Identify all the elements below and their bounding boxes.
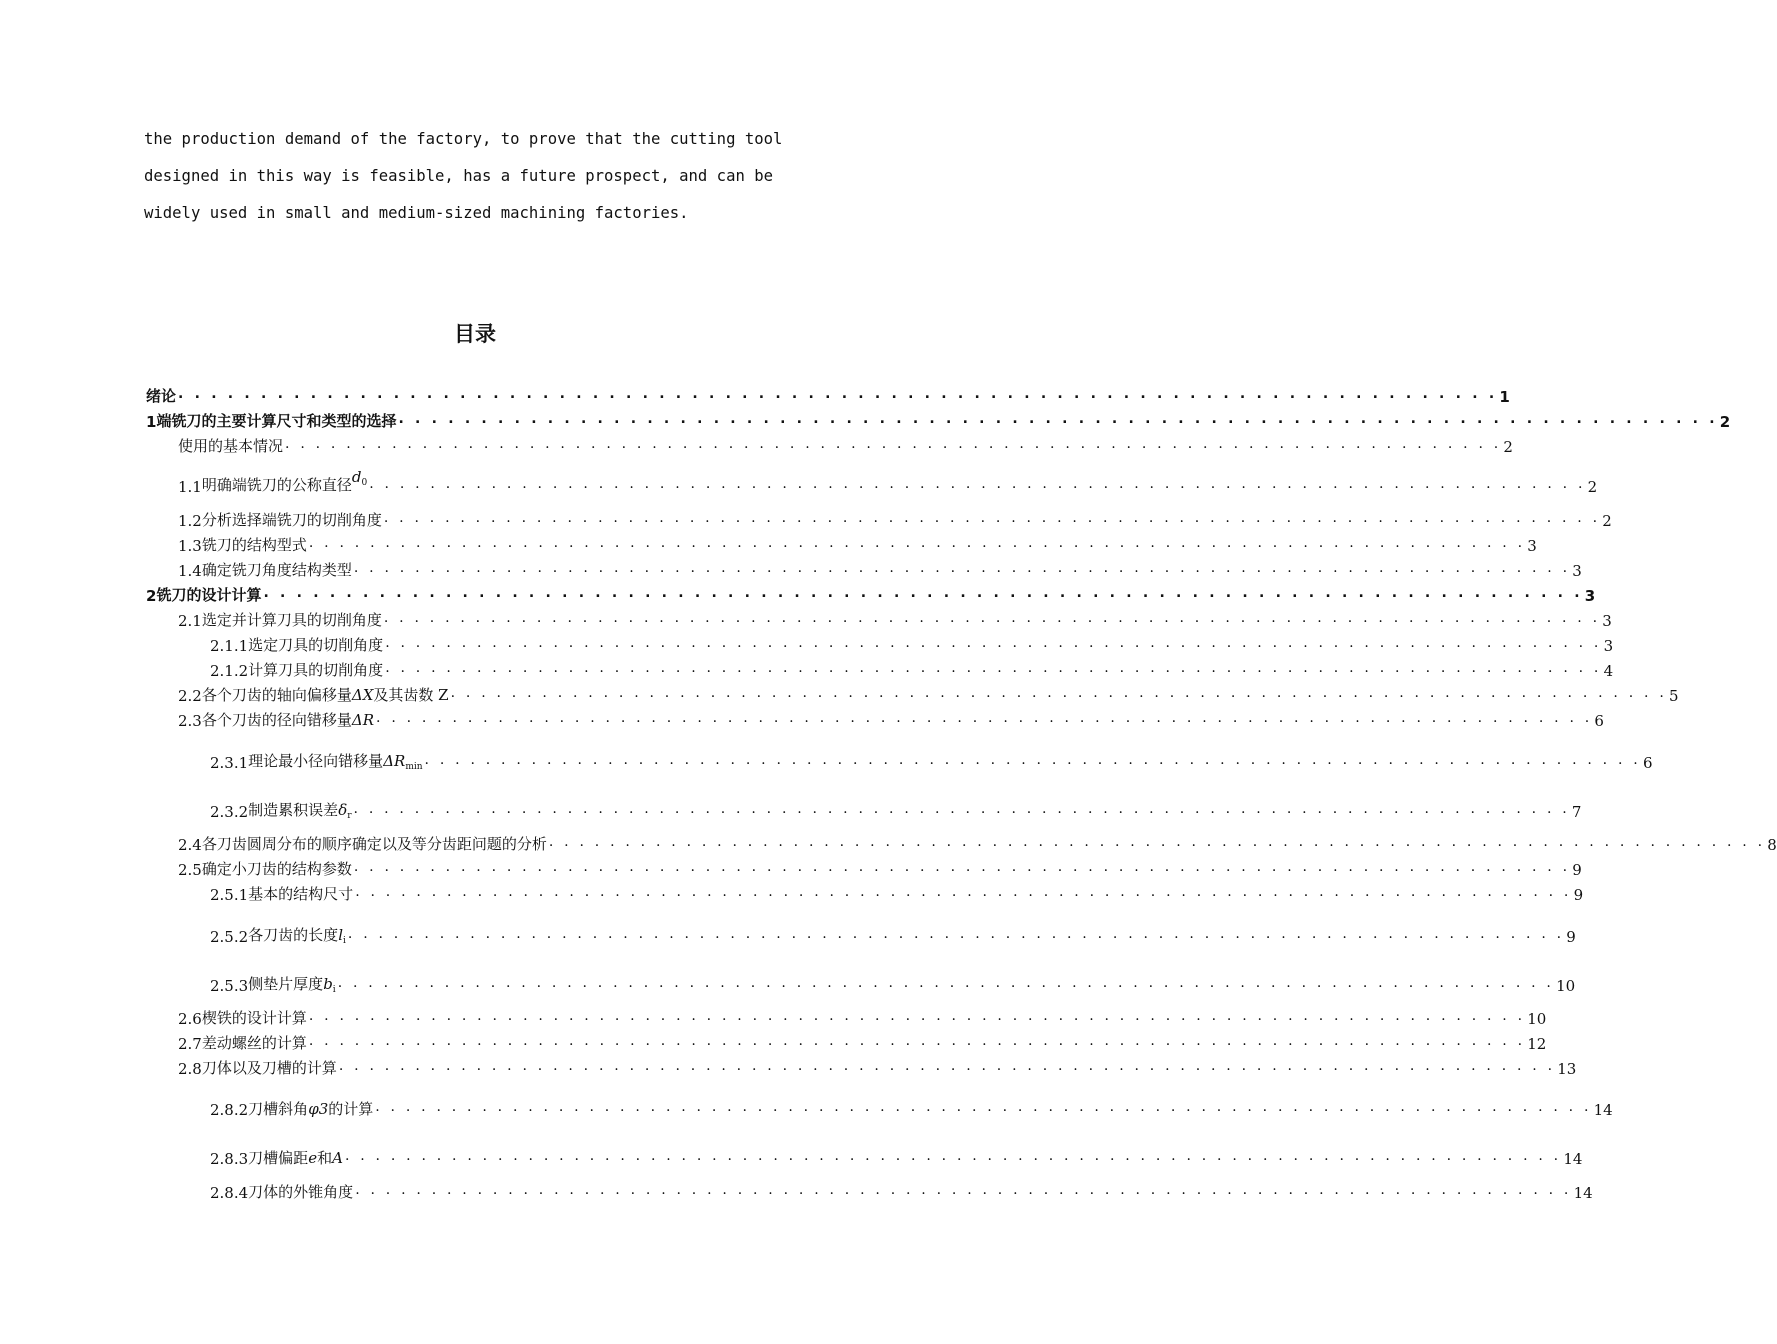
toc-entry-title: 楔铁的设计计算	[201, 1009, 307, 1027]
toc-entry-title: 铣刀的设计计算	[156, 586, 262, 604]
toc-page-number: 2	[1719, 413, 1731, 431]
toc-entry[interactable]	[210, 748, 1653, 772]
toc-entry-number: 1.2	[178, 512, 202, 530]
toc-entry-title: 铣刀的结构型式	[201, 536, 307, 554]
toc-page-number: 3	[1603, 637, 1614, 655]
toc-entry[interactable]	[178, 468, 1598, 496]
toc-entry-number: 2.1.1	[210, 637, 249, 655]
toc-leader-dots: . . . . . . . . . . . . . . . . . . . . . . . . . . . . . . . . . . . . . . . . . . . . . . . . . . . . . . . . . . . . . . . . . . . . . . . . . . . . . . . .	[398, 411, 1718, 427]
toc-entry-number: 2.7	[178, 1035, 202, 1053]
math-symbol: φ3	[308, 1100, 329, 1118]
toc-entry[interactable]	[178, 531, 1537, 555]
toc-entry-title: 刀体以及刀槽的计算	[201, 1059, 337, 1077]
toc-leader-dots: . . . . . . . . . . . . . . . . . . . . . . . . . . . . . . . . . . . . . . . . . . . . . . . . . . . . . . . . . . . . . . . . . . . . . . . . . . . . . . . .	[355, 884, 1572, 900]
toc-leader-dots: . . . . . . . . . . . . . . . . . . . . . . . . . . . . . . . . . . . . . . . . . . . . . . . . . . . . . . . . . . . . . . . . . . . . . . . . . . . . . . . .	[263, 585, 1583, 601]
abstract-line: the production demand of the factory, to prove that the cutting tool	[144, 130, 783, 148]
toc-entry-number: 2.3.1	[210, 754, 249, 772]
toc-entry-title: 分析选择端铣刀的切削角度	[201, 511, 382, 529]
math-symbol: ΔR	[351, 711, 375, 729]
toc-entry-number: 2.8	[178, 1060, 202, 1078]
toc-page-number: 7	[1571, 803, 1582, 821]
toc-entry-number: 2.1.2	[210, 662, 249, 680]
toc-entry-title: 制造累积误差$\delta_r$	[248, 801, 352, 821]
toc-page-number: 3	[1584, 587, 1596, 605]
toc-entry-title: 刀体的外锥角度	[248, 1183, 354, 1201]
toc-page-number: 10	[1527, 1010, 1547, 1028]
toc-entry-number: 1.3	[178, 537, 202, 555]
toc-leader-dots: . . . . . . . . . . . . . . . . . . . . . . . . . . . . . . . . . . . . . . . . . . . . . . . . . . . . . . . . . . . . . . . . . . . . . . . . . . . . . . . .	[308, 1033, 1526, 1049]
toc-entry-title: 基本的结构尺寸	[248, 885, 354, 903]
toc-page-number: 14	[1563, 1150, 1583, 1168]
toc-leader-dots: . . . . . . . . . . . . . . . . . . . . . . . . . . . . . . . . . . . . . . . . . . . . . . . . . . . . . . . . . . . . . . . . . . . . . . . . . . . . . . . .	[353, 801, 1570, 817]
toc-entry-title: 各个刀齿的径向错移量ΔR	[201, 711, 375, 729]
toc-entry[interactable]	[178, 681, 1679, 705]
toc-entry-number: 2.6	[178, 1010, 202, 1028]
toc-leader-dots: . . . . . . . . . . . . . . . . . . . . . . . . . . . . . . . . . . . . . . . . . . . . . . . . . . . . . . . . . . . . . . . . . . . . . . . . . . . . . . . .	[344, 1148, 1562, 1164]
toc-entry[interactable]	[210, 1095, 1613, 1119]
toc-page-number: 8	[1767, 836, 1777, 854]
toc-entry[interactable]	[210, 880, 1584, 904]
toc-entry-number: 2.3.2	[210, 803, 249, 821]
toc-entry-title: 端铣刀的主要计算尺寸和类型的选择	[156, 412, 397, 430]
toc-entry[interactable]	[210, 1144, 1583, 1168]
abstract-line: widely used in small and medium-sized machining factories.	[144, 204, 689, 222]
toc-entry[interactable]	[178, 1029, 1547, 1053]
toc-entry-number: 2.8.4	[210, 1184, 249, 1202]
toc-entry-number: 2.5.3	[210, 977, 249, 995]
toc-page-number: 6	[1594, 712, 1604, 730]
toc-entry-number: 2	[146, 587, 157, 605]
toc-entry[interactable]	[178, 830, 1777, 854]
toc-entry-number: 2.8.2	[210, 1101, 249, 1119]
toc-leader-dots: . . . . . . . . . . . . . . . . . . . . . . . . . . . . . . . . . . . . . . . . . . . . . . . . . . . . . . . . . . . . . . . . . . . . . . . . . . . . . . . .	[385, 660, 1602, 676]
toc-entry-number: 1.4	[178, 562, 202, 580]
math-symbol: $\Delta R_{min}$	[383, 752, 423, 772]
toc-entry[interactable]	[178, 1054, 1577, 1078]
math-symbol: $d_0$	[351, 468, 368, 488]
toc-page-number: 12	[1527, 1035, 1547, 1053]
toc-entry-number: 2.5.1	[210, 886, 249, 904]
toc-page-number: 14	[1593, 1101, 1613, 1119]
toc-entry-title: 理论最小径向错移量$\Delta R_{min}$	[248, 752, 423, 772]
toc-page-number: 3	[1602, 612, 1612, 630]
abstract-text	[144, 126, 814, 237]
toc-entry[interactable]	[178, 432, 1513, 456]
toc-leader-dots: . . . . . . . . . . . . . . . . . . . . . . . . . . . . . . . . . . . . . . . . . . . . . . . . . . . . . . . . . . . . . . . . . . . . . . . . . . . . . . . .	[338, 1058, 1556, 1074]
toc-entry-title: 侧垫片厚度$b_i$	[248, 975, 336, 995]
toc-entry-number: 2.1	[178, 612, 202, 630]
toc-entry-number: 2.4	[178, 836, 202, 854]
toc-entry-title: 各刀齿圆周分布的顺序确定以及等分齿距问题的分析	[201, 835, 547, 853]
toc-entry[interactable]	[146, 407, 1731, 431]
toc-entry-title: 选定并计算刀具的切削角度	[201, 611, 382, 629]
toc-leader-dots: . . . . . . . . . . . . . . . . . . . . . . . . . . . . . . . . . . . . . . . . . . . . . . . . . . . . . . . . . . . . . . . . . . . . . . . . . . . . . . . .	[450, 685, 1667, 701]
toc-leader-dots: . . . . . . . . . . . . . . . . . . . . . . . . . . . . . . . . . . . . . . . . . . . . . . . . . . . . . . . . . . . . . . . . . . . . . . . . . . . . . . . .	[383, 610, 1601, 626]
toc-leader-dots: . . . . . . . . . . . . . . . . . . . . . . . . . . . . . . . . . . . . . . . . . . . . . . . . . . . . . . . . . . . . . . . . . . . . . . . . . . . . . . . .	[375, 1099, 1592, 1115]
toc-entry[interactable]	[178, 606, 1612, 630]
toc-entry[interactable]	[210, 922, 1576, 946]
toc-entry-number: 2.2	[178, 687, 202, 705]
math-symbol: ΔX	[351, 686, 374, 704]
toc-entry[interactable]	[146, 581, 1596, 605]
toc-entry[interactable]	[178, 556, 1582, 580]
toc-page-number: 9	[1573, 886, 1584, 904]
math-symbol: e	[308, 1149, 318, 1167]
toc-entry[interactable]	[210, 797, 1582, 821]
toc-entry-number: 2.3	[178, 712, 202, 730]
toc-title: 目录	[454, 322, 496, 346]
toc-entry[interactable]	[146, 382, 1510, 406]
math-symbol: $l_i$	[338, 926, 346, 946]
toc-entry-number: 1	[146, 413, 157, 431]
toc-page-number: 6	[1642, 754, 1653, 772]
toc-leader-dots: . . . . . . . . . . . . . . . . . . . . . . . . . . . . . . . . . . . . . . . . . . . . . . . . . . . . . . . . . . . . . . . . . . . . . . . . . . . . . . . .	[383, 510, 1601, 526]
abstract-line: designed in this way is feasible, has a future prospect, and can be	[144, 167, 774, 185]
toc-page-number: 2	[1587, 478, 1598, 496]
math-symbol: $\delta_r$	[338, 801, 352, 821]
toc-page-number: 5	[1668, 687, 1679, 705]
toc-entry-title: 确定小刀齿的结构参数	[201, 860, 352, 878]
toc-entry-number: 1.1	[178, 478, 202, 496]
toc-page-number: 9	[1572, 861, 1582, 879]
toc-page-number: 3	[1527, 537, 1537, 555]
toc-leader-dots: . . . . . . . . . . . . . . . . . . . . . . . . . . . . . . . . . . . . . . . . . . . . . . . . . . . . . . . . . . . . . . . . . . . . . . . . . . . . . . . .	[385, 635, 1602, 651]
toc-leader-dots: . . . . . . . . . . . . . . . . . . . . . . . . . . . . . . . . . . . . . . . . . . . . . . . . . . . . . . . . . . . . . . . . . . . . . . . . . . . . . . . .	[369, 476, 1586, 492]
toc-entry[interactable]	[178, 706, 1604, 730]
toc-entry-title: 使用的基本情况	[178, 437, 284, 455]
toc-leader-dots: . . . . . . . . . . . . . . . . . . . . . . . . . . . . . . . . . . . . . . . . . . . . . . . . . . . . . . . . . . . . . . . . . . . . . . . . . . . . . . . .	[353, 560, 1571, 576]
toc-page-number: 10	[1556, 977, 1576, 995]
toc-leader-dots: . . . . . . . . . . . . . . . . . . . . . . . . . . . . . . . . . . . . . . . . . . . . . . . . . . . . . . . . . . . . . . . . . . . . . . . . . . . . . . . .	[355, 1182, 1572, 1198]
toc-entry[interactable]	[178, 1004, 1547, 1028]
toc-leader-dots: . . . . . . . . . . . . . . . . . . . . . . . . . . . . . . . . . . . . . . . . . . . . . . . . . . . . . . . . . . . . . . . . . . . . . . . . . . . . . . . .	[353, 859, 1571, 875]
toc-page-number: 13	[1557, 1060, 1577, 1078]
toc-leader-dots: . . . . . . . . . . . . . . . . . . . . . . . . . . . . . . . . . . . . . . . . . . . . . . . . . . . . . . . . . . . . . . . . . . . . . . . . . . . . . . . .	[178, 386, 1498, 402]
toc-entry-title: 各个刀齿的轴向偏移量ΔX及其齿数 Z	[201, 686, 449, 704]
toc-entry-title: 计算刀具的切削角度	[248, 661, 384, 679]
toc-page-number: 9	[1566, 928, 1576, 946]
toc-entry[interactable]	[210, 1178, 1593, 1202]
toc-entry[interactable]	[178, 855, 1582, 879]
toc-entry-title: 确定铣刀角度结构类型	[201, 561, 352, 579]
toc-entry-title: 差动螺丝的计算	[201, 1034, 307, 1052]
toc-leader-dots: . . . . . . . . . . . . . . . . . . . . . . . . . . . . . . . . . . . . . . . . . . . . . . . . . . . . . . . . . . . . . . . . . . . . . . . . . . . . . . . .	[347, 926, 1565, 942]
toc-entry-title: 刀槽斜角φ3的计算	[248, 1100, 374, 1118]
toc-leader-dots: . . . . . . . . . . . . . . . . . . . . . . . . . . . . . . . . . . . . . . . . . . . . . . . . . . . . . . . . . . . . . . . . . . . . . . . . . . . . . . . .	[424, 752, 1641, 768]
toc-leader-dots: . . . . . . . . . . . . . . . . . . . . . . . . . . . . . . . . . . . . . . . . . . . . . . . . . . . . . . . . . . . . . . . . . . . . . . . . . . . . . . . .	[376, 710, 1593, 726]
math-symbol: A	[332, 1149, 343, 1167]
toc-page-number: 1	[1499, 388, 1510, 406]
toc-entry[interactable]	[210, 631, 1614, 655]
toc-entry-title: 选定刀具的切削角度	[248, 636, 384, 654]
toc-page-number: 4	[1603, 662, 1614, 680]
toc-entry-number: 2.5.2	[210, 928, 249, 946]
toc-entry-number: 2.5	[178, 861, 202, 879]
toc-leader-dots: . . . . . . . . . . . . . . . . . . . . . . . . . . . . . . . . . . . . . . . . . . . . . . . . . . . . . . . . . . . . . . . . . . . . . . . . . . . . . . . .	[308, 1008, 1526, 1024]
toc-page-number: 2	[1602, 512, 1612, 530]
toc-leader-dots: . . . . . . . . . . . . . . . . . . . . . . . . . . . . . . . . . . . . . . . . . . . . . . . . . . . . . . . . . . . . . . . . . . . . . . . . . . . . . . . .	[337, 975, 1555, 991]
toc-leader-dots: . . . . . . . . . . . . . . . . . . . . . . . . . . . . . . . . . . . . . . . . . . . . . . . . . . . . . . . . . . . . . . . . . . . . . . . . . . . . . . . .	[285, 436, 1502, 452]
toc-leader-dots: . . . . . . . . . . . . . . . . . . . . . . . . . . . . . . . . . . . . . . . . . . . . . . . . . . . . . . . . . . . . . . . . . . . . . . . . . . . . . . . .	[548, 834, 1766, 850]
math-symbol: $b_i$	[323, 975, 336, 995]
toc-entry[interactable]	[210, 656, 1614, 680]
toc-page-number: 3	[1572, 562, 1582, 580]
toc-entry-title: 绪论	[146, 387, 177, 405]
toc-leader-dots: . . . . . . . . . . . . . . . . . . . . . . . . . . . . . . . . . . . . . . . . . . . . . . . . . . . . . . . . . . . . . . . . . . . . . . . . . . . . . . . .	[308, 535, 1526, 551]
toc-entry-title: 明确端铣刀的公称直径$d_0$	[201, 468, 368, 494]
toc-page-number: 14	[1573, 1184, 1593, 1202]
toc-entry[interactable]	[178, 506, 1612, 530]
toc-entry-title: 刀槽偏距e和A	[248, 1149, 343, 1167]
toc-page-number: 2	[1503, 438, 1513, 456]
toc-entry-number: 2.8.3	[210, 1150, 249, 1168]
toc-entry-title: 各刀齿的长度$l_i$	[248, 926, 346, 946]
toc-entry[interactable]	[210, 971, 1576, 995]
